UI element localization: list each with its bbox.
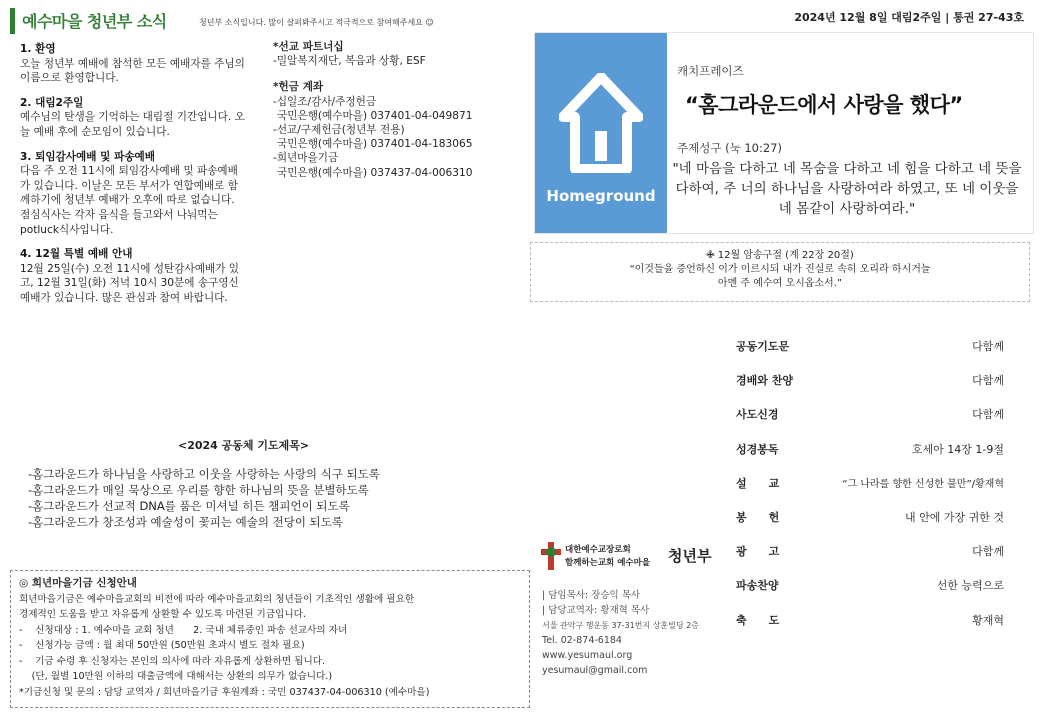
page-subtitle: 청년부 소식입니다. 많이 살펴봐주시고 적극적으로 참여해주세요 ☺ <box>199 18 434 27</box>
offering-account: 국민은행(예수마을) 037401-04-183065 <box>277 138 473 151</box>
service-row <box>736 332 1004 366</box>
news-body: 예수님의 탄생을 기억하는 대림절 기간입니다. 오늘 예배 후에 순모임이 있습니다. <box>20 111 245 138</box>
church-contact <box>542 588 699 678</box>
offering-line: -십일조/감사/주정헌금 <box>273 95 377 108</box>
contact-address: 서울 관악구 행운동 37-31번지 상훈빌딩 2층 <box>542 621 699 630</box>
memory-verse-box <box>530 242 1030 302</box>
contact-line: | 담임목사: 장승익 목사 <box>542 590 641 601</box>
fund-line: (단, 월별 10만원 이하의 대출금액에 대해서는 상환의 의무가 없습니다.) <box>19 671 333 682</box>
church-department: 청년부 <box>668 547 712 565</box>
order-of-service <box>736 332 1004 640</box>
news-heading: 4. 12월 특별 예배 안내 <box>20 248 133 261</box>
service-label: 파송찬양 <box>736 579 779 593</box>
fund-line: - 신청가능 금액 : 월 최대 50만원 (50만원 초과시 별도 절차 필요) <box>19 640 305 651</box>
service-row <box>736 469 1004 503</box>
title-accent-bar <box>10 8 15 34</box>
service-label: 성경봉독 <box>736 442 779 456</box>
news-heading: 2. 대림2주일 <box>20 96 84 109</box>
fund-footer: *기금신청 및 문의 : 담당 교역자 / 희년마을기금 후원계좌 : 국민 037437-04-006310 (예수마을) <box>19 686 430 698</box>
service-row <box>736 435 1004 469</box>
prayer-list <box>28 466 380 530</box>
contact-website[interactable]: www.yesumaul.org <box>542 650 633 661</box>
news-heading: 3. 퇴임감사예배 및 파송예배 <box>20 150 156 163</box>
offering-line: -선교/구제헌금(청년부 전용) <box>273 124 405 137</box>
logo-wordmark: Homeground <box>546 187 656 205</box>
offering-heading: *헌금 계좌 <box>273 81 324 94</box>
issue-date: 2024년 12월 8일 대림2주일 | 통권 27-43호 <box>794 11 1024 24</box>
catchphrase-label: 캐치프레이즈 <box>677 64 744 78</box>
fund-line: - 신청대상 : 1. 예수마을 교회 청년 2. 국내 체류중인 파송 선교사의 자녀 <box>19 624 348 636</box>
contact-email[interactable]: yesumaul@gmail.com <box>542 665 648 676</box>
fund-heading: ◎ 희년마을기금 신청안내 <box>19 577 137 589</box>
offering-account: 국민은행(예수마을) 037437-04-006310 <box>277 166 473 179</box>
service-row <box>736 366 1004 400</box>
news-body: 12월 25일(수) 오전 11시에 성탄감사예배가 있고, 12월 31일(화) 저녁 10시 30분에 송구영신예배가 있습니다. 많은 관심과 참여 바랍니다. <box>20 262 240 304</box>
prayer-title: <2024 공동체 기도제목> <box>178 439 310 452</box>
memory-verse-line: “이것들을 증언하신 이가 이르시되 내가 진실로 속히 오리라 하시거늘 <box>629 264 931 275</box>
service-value: “그 나라를 향한 신성한 불만”/황재혁 <box>842 478 1004 490</box>
service-value: 호세아 14장 1-9절 <box>911 442 1004 456</box>
service-value: 선한 능력으로 <box>936 579 1004 593</box>
homeground-logo <box>535 33 667 233</box>
church-name: 함께하는교회 예수마을 <box>565 558 651 568</box>
church-cross-logo-icon <box>540 540 562 572</box>
service-label: 축 도 <box>736 613 780 627</box>
service-value: 다함께 <box>972 340 1004 353</box>
service-label: 광 고 <box>736 545 780 559</box>
memory-verse-title: ✙ 12월 암송구절 (계 22장 20절) <box>706 250 854 261</box>
catchphrase-card <box>534 32 1034 234</box>
news-item <box>20 42 248 86</box>
news-item <box>20 247 248 305</box>
fund-line: - 기금 수령 후 신청자는 본인의 의사에 따라 자유롭게 상환하면 됩니다. <box>19 655 326 667</box>
church-denomination: 대한예수교장로회 <box>565 545 631 555</box>
prayer-item: -홈그라운드가 하나님을 사랑하고 이웃을 사랑하는 사랑의 식구 되도록 <box>28 467 380 481</box>
service-label: 공동기도문 <box>736 340 790 353</box>
news-item <box>20 150 248 238</box>
theme-verse-text: "네 마음을 다하고 네 목숨을 다하고 네 힘을 다하고 네 뜻을 다하여, 주 너의 하나님을 사랑하여라 하였고, 또 네 이웃을 네 몸같이 사랑하여라." <box>672 161 1022 217</box>
theme-verse-label: 주제성구 (눅 10:27) <box>677 141 782 155</box>
service-value: 다함께 <box>972 545 1004 559</box>
service-row <box>736 537 1004 571</box>
service-label: 사도신경 <box>736 408 779 422</box>
catchphrase-text: “홈그라운드에서 사랑을 했다” <box>685 93 963 117</box>
service-row <box>736 503 1004 537</box>
service-row <box>736 571 1004 605</box>
news-body: 오늘 청년부 예배에 참석한 모든 예배자를 주님의 이름으로 환영합니다. <box>20 57 245 85</box>
contact-line: | 담당교역자: 황재혁 목사 <box>542 605 650 616</box>
contact-phone: Tel. 02-874-6184 <box>542 635 622 646</box>
offering-account: 국민은행(예수마을) 037401-04-049871 <box>277 109 473 122</box>
service-label: 설 교 <box>736 476 780 490</box>
service-value: 다함께 <box>972 408 1004 422</box>
page-title: 예수마을 청년부 소식 <box>22 12 167 31</box>
service-value: 다함께 <box>972 374 1004 388</box>
news-heading: 1. 환영 <box>20 43 56 55</box>
mission-body: -밀알복지재단, 복음과 상황, ESF <box>273 55 426 68</box>
news-column <box>20 42 248 316</box>
mission-heading: *선교 파트너십 <box>273 41 344 53</box>
house-icon <box>559 73 643 173</box>
fund-notice-box <box>10 570 530 708</box>
service-row <box>736 400 1004 434</box>
prayer-item: -홈그라운드가 창조성과 예술성이 꽃피는 예술의 전당이 되도록 <box>28 515 343 529</box>
service-value: 황재혁 <box>972 613 1004 627</box>
prayer-item: -홈그라운드가 매일 묵상으로 우리를 향한 하나님의 뜻을 분별하도록 <box>28 483 369 497</box>
prayer-item: -홈그라운드가 선교적 DNA를 품은 미셔널 히든 챔피언이 되도록 <box>28 499 350 513</box>
offering-line: -희년마을기금 <box>273 152 339 165</box>
service-row <box>736 606 1004 640</box>
fund-intro: 희년마을기금은 예수마을교회의 비전에 따라 예수마을교회의 청년들이 기초적인 생활에 필요한 <box>19 593 415 605</box>
memory-verse-line: 아멘 주 예수여 오시옵소서.” <box>717 278 843 289</box>
info-column <box>273 40 523 180</box>
news-item <box>20 96 248 140</box>
service-label: 경배와 찬양 <box>736 374 793 388</box>
service-label: 봉 헌 <box>736 510 780 524</box>
fund-intro: 경제적인 도움을 받고 자유롭게 상환할 수 있도록 마련된 기금입니다. <box>19 609 306 620</box>
service-value: 내 안에 가장 귀한 것 <box>905 510 1004 524</box>
news-body: 다음 주 오전 11시에 퇴임감사예배 및 파송예배가 있습니다. 이날은 모든 부서가 연합예배로 함께하기에 청년부 예배가 오후에 따로 없습니다. 점심식사는 각자 음식을 들고와서 나눠먹는 potluck식사입니다. <box>20 165 239 236</box>
